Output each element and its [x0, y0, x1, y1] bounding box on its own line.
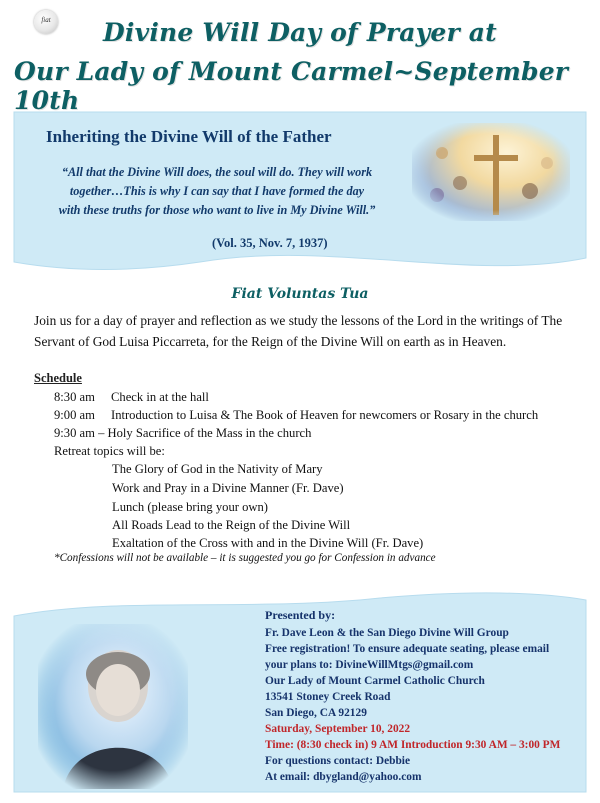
street-address: 13541 Stoney Creek Road — [265, 691, 391, 703]
page-title-line2: Our Lady of Mount Carmel~September 10th — [14, 57, 569, 115]
intro-paragraph: Join us for a day of prayer and reflection as we study the lessons of the Lord in the writings of The Servant of God Luisa Piccarreta, for the Reign of the Divine Will on earth as in Heaven. — [34, 313, 563, 349]
topic-item: Work and Pray in a Divine Manner (Fr. Dave) — [112, 481, 344, 495]
topics-heading: Retreat topics will be: — [54, 444, 165, 458]
schedule-text: Check in at the hall — [111, 390, 209, 404]
contact-line: For questions contact: Debbie — [265, 755, 411, 767]
church-name: Our Lady of Mount Carmel Catholic Church — [265, 675, 485, 687]
page-title-line1: Divine Will Day of Prayer at — [103, 18, 497, 47]
heaven-painting-image — [412, 123, 570, 221]
confession-note: *Confessions will not be available – it is suggested you go for Confession in advance — [54, 552, 436, 564]
logo-text: fiat — [41, 16, 51, 24]
quote-line: with these truths for those who want to live in My Divine Will.” — [58, 203, 376, 217]
topic-item: Exaltation of the Cross with and in the Divine Will (Fr. Dave) — [112, 536, 424, 550]
event-date: Saturday, September 10, 2022 — [265, 723, 411, 735]
schedule-time: 9:00 am — [54, 408, 95, 422]
schedule-time: 8:30 am — [54, 390, 95, 404]
schedule-text: 9:30 am – Holy Sacrifice of the Mass in the church — [54, 426, 312, 440]
presenters: Fr. Dave Leon & the San Diego Divine Will Group — [265, 627, 509, 639]
schedule-item — [54, 388, 209, 406]
motto: Fiat Voluntas Tua — [231, 286, 369, 302]
city-address: San Diego, CA 92129 — [265, 707, 367, 719]
topic-item: The Glory of God in the Nativity of Mary — [112, 462, 323, 476]
presented-label: Presented by: — [265, 608, 336, 622]
schedule-item — [54, 406, 538, 424]
luisa-portrait-image — [38, 624, 188, 789]
quote-line: “All that the Divine Will does, the soul will do. They will work — [61, 165, 373, 179]
quote-line: together…This is why I can say that I have formed the day — [69, 184, 365, 198]
feature-quote — [44, 163, 390, 220]
topic-item: Lunch (please bring your own) — [112, 500, 268, 514]
cross-icon — [412, 123, 570, 221]
schedule-item — [54, 424, 311, 442]
registration-email-line[interactable]: your plans to: DivineWillMtgs@gmail.com — [265, 659, 474, 671]
event-time: Time: (8:30 check in) 9 AM Introduction 9:30 AM – 3:00 PM — [265, 739, 561, 751]
event-info — [265, 607, 595, 785]
schedule-heading: Schedule — [34, 371, 82, 385]
schedule-text: Introduction to Luisa & The Book of Heaven for newcomers or Rosary in the church — [111, 408, 539, 422]
registration-line: Free registration! To ensure adequate seating, please email — [265, 643, 550, 655]
portrait-figure — [38, 624, 188, 789]
contact-email[interactable]: At email: dbygland@yahoo.com — [265, 771, 422, 783]
quote-citation: (Vol. 35, Nov. 7, 1937) — [212, 236, 328, 250]
topic-item: All Roads Lead to the Reign of the Divine Will — [112, 518, 351, 532]
feature-title: Inheriting the Divine Will of the Father — [46, 127, 332, 146]
